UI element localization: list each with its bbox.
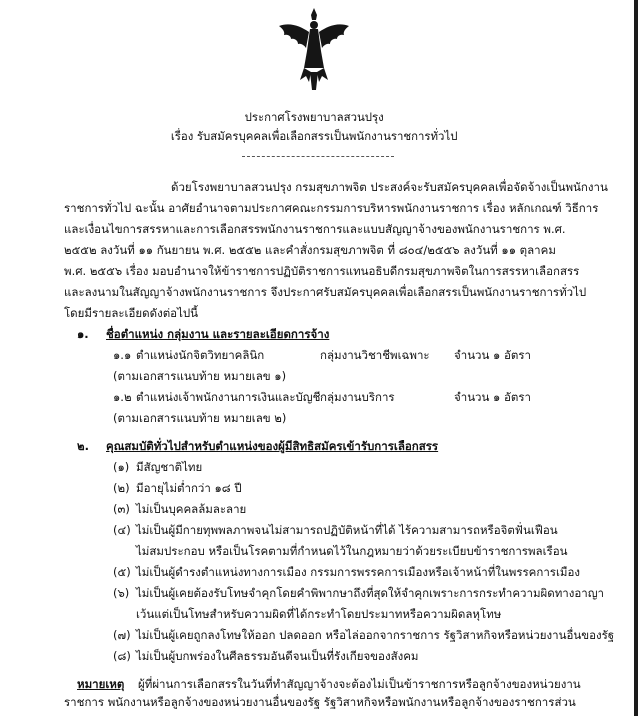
qualification-text: ไม่เป็นผู้เคยต้องรับโทษจำคุกโดยคำพิพากษาถึงที่สุดให้จำคุกเพราะการกระทำความผิดทางอาญา: [136, 586, 605, 600]
position-reference: (ตามเอกสารแนบท้าย หมายเลข ๒): [113, 411, 287, 425]
position-count: จำนวน ๑ อัตรา: [454, 348, 531, 362]
qualification-continuation: เว้นแต่เป็นโทษสำหรับความผิดที่ได้กระทำโดยประมาทหรือความผิดลหุโทษ: [136, 607, 502, 621]
position-number: ๑.๒: [113, 390, 132, 404]
position-name: ตำแหน่งนักจิตวิทยาคลินิก: [136, 348, 265, 362]
section-heading: ชื่อตำแหน่ง กลุ่มงาน และรายละเอียดการจ้าง: [106, 327, 330, 341]
intro-line: ด้วยโรงพยาบาลสวนปรุง กรมสุขภาพจิต ประสงค์จะรับสมัครบุคคลเพื่อจัดจ้างเป็นพนักงาน: [171, 180, 608, 194]
qualification-number: (๑): [113, 460, 130, 474]
position-group: กลุ่มงานวิชาชีพเฉพาะ: [320, 348, 430, 362]
qualification-number: (๔): [113, 523, 131, 537]
announcement-subject: เรื่อง รับสมัครบุคคลเพื่อเลือกสรรเป็นพนักงานราชการทั่วไป: [170, 129, 458, 143]
qualification-text: ไม่เป็นผู้บกพร่องในศีลธรรมอันดีจนเป็นที่รังเกียจของสังคม: [136, 649, 419, 663]
qualification-text: ไม่เป็นผู้เคยถูกลงโทษให้ออก ปลดออก หรือไล่ออกจากราชการ รัฐวิสาหกิจหรือหน่วยงานอื่นของรัฐ: [136, 628, 615, 642]
note-line: ผู้ที่ผ่านการเลือกสรรในวันที่ทำสัญญาจ้างจะต้องไม่เป็นข้าราชการหรือลูกจ้างของหน่วยงาน: [138, 677, 581, 691]
qualification-text: ไม่เป็นผู้ดำรงตำแหน่งทางการเมือง กรรมการพรรคการเมืองหรือเจ้าหน้าที่ในพรรคการเมือง: [136, 565, 581, 579]
note-line: ราชการ พนักงานหรือลูกจ้างของหน่วยงานอื่นของรัฐ รัฐวิสาหกิจหรือพนักงานหรือลูกจ้างของราชการส่วน: [64, 695, 576, 709]
intro-line: พ.ศ. ๒๕๕๖ เรื่อง มอบอำนาจให้ข้าราชการปฏิบัติราชการแทนอธิบดีกรมสุขภาพจิตในการสรรหาเลือกสรร: [64, 264, 580, 278]
qualification-number: (๘): [113, 649, 131, 663]
qualification-number: (๓): [113, 502, 130, 516]
intro-line: และเงื่อนไขการสรรหาและการเลือกสรรพนักงานราชการและแบบสัญญาจ้างของพนักงานราชการ พ.ศ.: [64, 222, 566, 236]
qualification-text: มีอายุไม่ต่ำกว่า ๑๘ ปี: [136, 481, 242, 495]
intro-line: ราชการทั่วไป ฉะนั้น อาศัยอำนาจตามประกาศคณะกรรมการบริหารพนักงานราชการ เรื่อง หลักเกณฑ์ วิธีการ: [64, 201, 599, 215]
announcement-title: ประกาศโรงพยาบาลสวนปรุง: [244, 110, 384, 124]
position-name: ตำแหน่งเจ้าพนักงานการเงินและบัญชี: [136, 390, 321, 404]
intro-line: โดยมีรายละเอียดดังต่อไปนี้: [64, 306, 199, 320]
qualification-number: (๗): [113, 628, 131, 642]
qualification-text: ไม่เป็นบุคคลล้มละลาย: [136, 502, 247, 516]
qualification-continuation: ไม่สมประกอบ หรือเป็นโรคตามที่กำหนดไว้ในกฎหมายว่าด้วยระเบียบข้าราชการพลเรือน: [136, 544, 568, 558]
note-label: หมายเหตุ: [77, 677, 125, 691]
section-number: ๑.: [77, 327, 89, 341]
qualification-text: ไม่เป็นผู้มีกายทุพพลภาพจนไม่สามารถปฏิบัติหน้าที่ได้ ไร้ความสามารถหรือจิตฟั่นเฟือน: [136, 523, 558, 537]
section-number: ๒.: [77, 439, 89, 453]
garuda-emblem-icon: [276, 6, 352, 92]
qualification-number: (๕): [113, 565, 131, 579]
position-reference: (ตามเอกสารแนบท้าย หมายเลข ๑): [113, 369, 287, 383]
qualification-number: (๒): [113, 481, 130, 495]
title-separator: [242, 156, 394, 157]
intro-line: ๒๕๕๒ ลงวันที่ ๑๑ กันยายน พ.ศ. ๒๕๕๒ และคำสั่งกรมสุขภาพจิต ที่ ๘๐๔/๒๕๕๖ ลงวันที่ ๑๑ ตุลาคม: [64, 243, 556, 257]
position-count: จำนวน ๑ อัตรา: [454, 390, 531, 404]
intro-line: และลงนามในสัญญาจ้างพนักงานราชการ จึงประกาศรับสมัครบุคคลเพื่อเลือกสรรเป็นพนักงานราชการทั่วไป: [64, 285, 587, 299]
qualification-number: (๖): [113, 586, 130, 600]
section-heading: คุณสมบัติทั่วไปสำหรับตำแหน่งของผู้มีสิทธิสมัครเข้ารับการเลือกสรร: [106, 439, 439, 453]
position-number: ๑.๑: [113, 348, 132, 362]
position-group: กลุ่มงานบริการ: [320, 390, 395, 404]
qualification-text: มีสัญชาติไทย: [136, 460, 203, 474]
